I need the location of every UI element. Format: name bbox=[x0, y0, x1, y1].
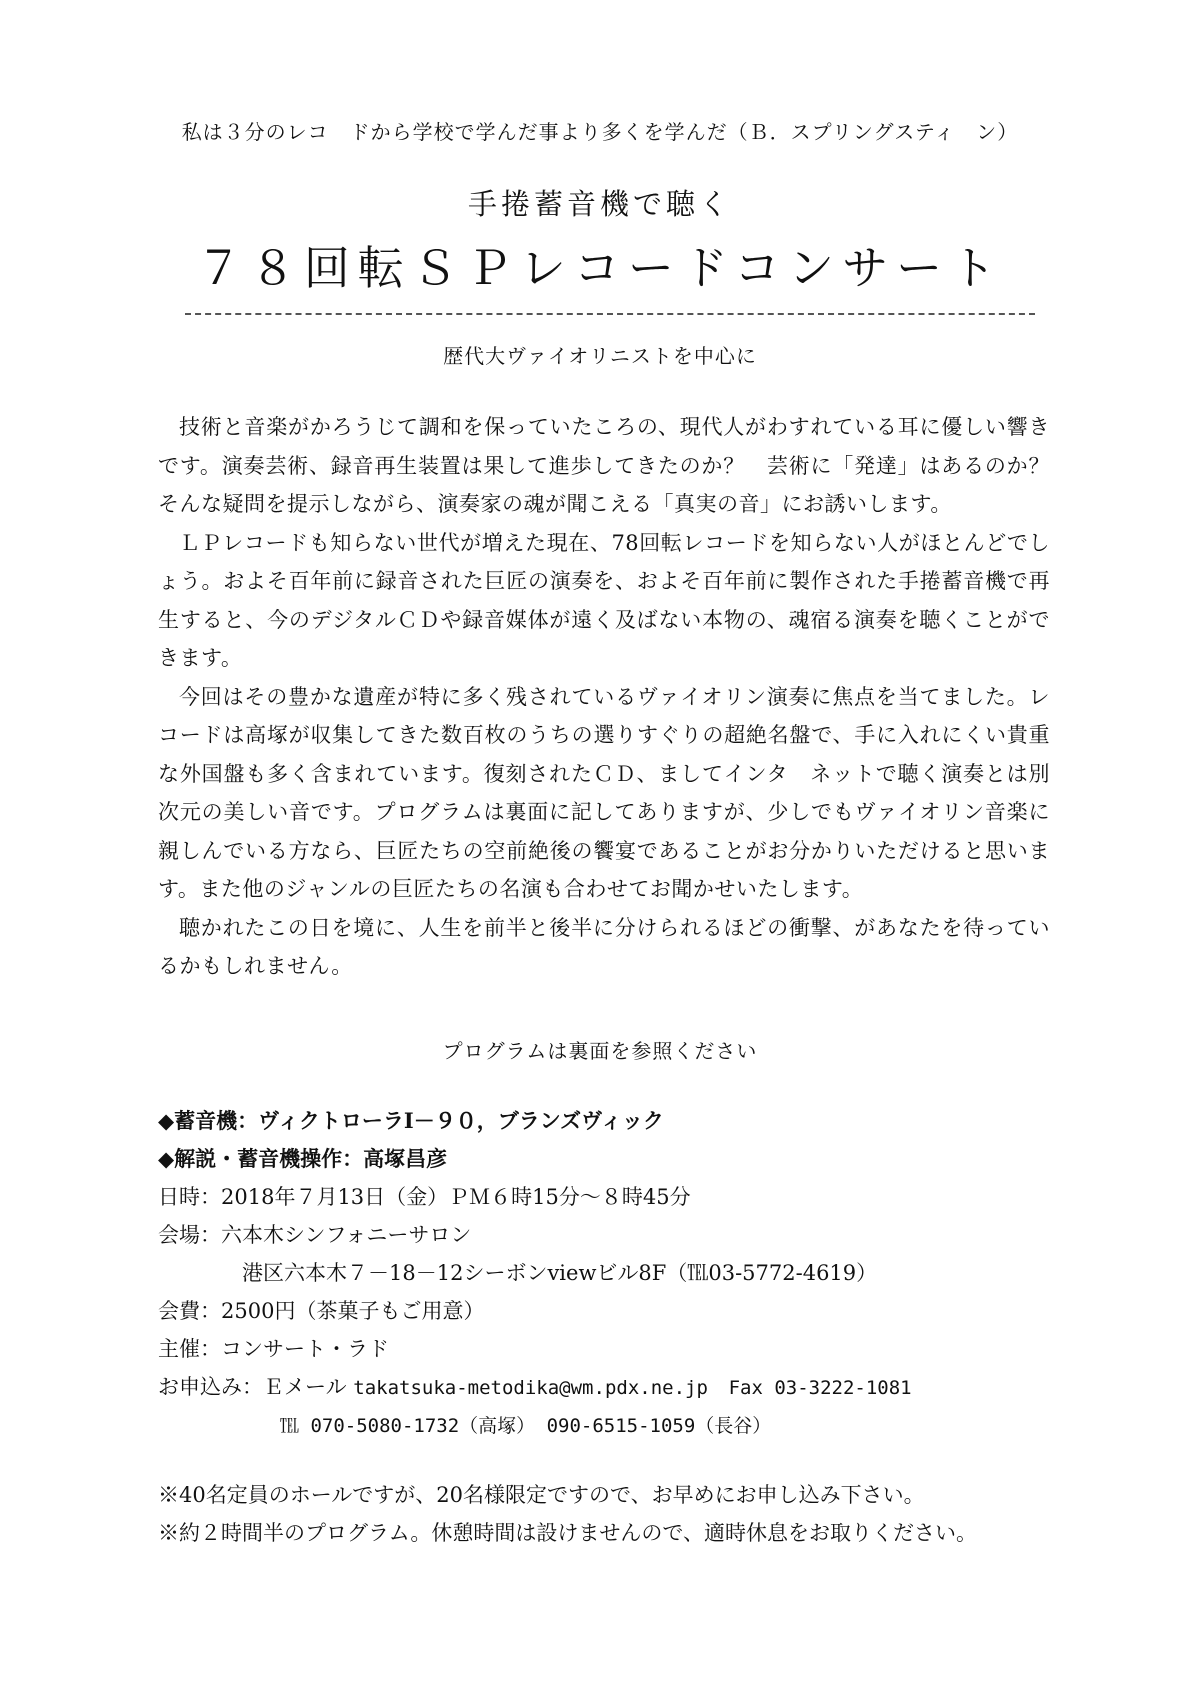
event-title: ７８回転ＳＰレコードコンサート bbox=[195, 241, 1005, 295]
phonograph-line: ◆蓄音機：ヴィクトローラⅠ－９０，ブランズヴィック bbox=[158, 1108, 664, 1133]
paragraph: 聴かれたこの日を境に、人生を前半と後半に分けられるほどの衝撃、があなたを待っているかもしれません。 bbox=[158, 915, 1050, 978]
description-body bbox=[158, 408, 1072, 986]
note-capacity: ※40名定員のホールですが、20名様限定ですので、お早めにお申し込み下さい。 bbox=[158, 1483, 925, 1507]
paragraph: ＬＰレコードも知らない世代が増えた現在、78回転レコードを知らない人がほとんどでしょう。およそ百年前に録音された巨匠の演奏を、およそ百年前に製作された手捲蓄音機で再生すると、今のデジタルＣＤや録音媒体が遠く及ばない本物の、魂宿る演奏を聴くことができます。 bbox=[158, 530, 1050, 670]
notes bbox=[158, 1476, 1058, 1552]
paragraph: 今回はその豊かな遺産が特に多く残されているヴァイオリン演奏に焦点を当てました。レコードは高塚が収集してきた数百枚のうちの選りすぐりの超絶名盤で、手に入れにくい貴重な外国盤も多く含まれています。復刻されたＣＤ、ましてインタ ネットで聴く演奏とは別次元の美しい音です。プログラムは裏面に記してありますが、少しでもヴァイオリン音楽に親しんでいる方なら、巨匠たちの空前絶後の饗宴であることがお分かりいただけると思います。また他のジャンルの巨匠たちの名演も合わせてお聞かせいたします。 bbox=[158, 684, 1050, 901]
program-note: プログラムは裏面を参照ください bbox=[442, 1039, 758, 1063]
event-theme: 歴代大ヴァイオリニストを中心に bbox=[443, 344, 757, 368]
commentary-line: ◆解説・蓄音機操作：高塚昌彦 bbox=[158, 1146, 448, 1171]
header-quote: 私は３分のレコ ドから学校で学んだ事より多くを学んだ（Ｂ．スプリングスティ ン） bbox=[181, 120, 1019, 144]
datetime-line: 日時：2018年７月13日（金）ＰＭ６時15分～８時45分 bbox=[158, 1185, 691, 1209]
apply-line bbox=[158, 1368, 1058, 1407]
venue-line: 会場：六本木シンフォニーサロン bbox=[158, 1223, 472, 1247]
organizer-line: 主催：コンサート・ラド bbox=[158, 1337, 389, 1361]
paragraph: 技術と音楽がかろうじて調和を保っていたころの、現代人がわすれている耳に優しい響きです。演奏芸術、録音再生装置は果して進歩してきたのか？ 芸術に「発達」はあるのか？ そんな疑問を提示しながら、演奏家の魂が聞こえる「真実の音」にお誘いします。 bbox=[158, 415, 1072, 516]
address-line: 港区六本木７－18－12シーボンviewビル8F（℡03-5772-4619） bbox=[242, 1261, 878, 1285]
event-subtitle: 手捲蓄音機で聴く bbox=[467, 187, 732, 221]
fee-line: 会費：2500円（茶菓子もご用意） bbox=[158, 1299, 485, 1323]
note-duration: ※約２時間半のプログラム。休憩時間は設けませんので、適時休息をお取りください。 bbox=[158, 1521, 977, 1545]
apply-email: takatsuka-metodika@wm.pdx.ne.jp bbox=[353, 1377, 708, 1399]
apply-label: お申込み：Ｅメール bbox=[158, 1375, 347, 1399]
title-divider bbox=[185, 313, 1035, 315]
apply-fax: Fax 03-3222-1081 bbox=[728, 1377, 912, 1399]
event-info bbox=[158, 1102, 1058, 1445]
phone-line: ℡ 070-5080-1732（高塚） 090-6515-1059（長谷） bbox=[280, 1415, 772, 1437]
